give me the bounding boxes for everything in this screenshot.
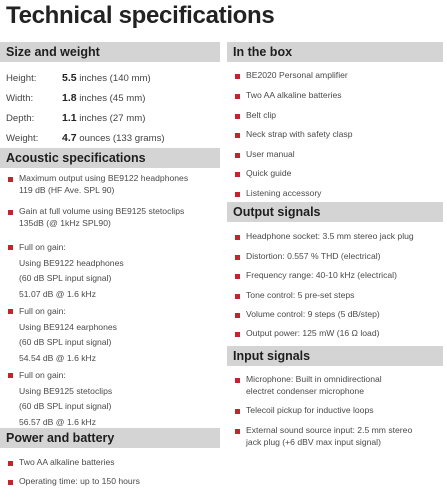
list-item-text: Two AA alkaline batteries	[19, 457, 115, 467]
list-item	[235, 231, 414, 243]
list-item-text: Frequency range: 40-10 kHz (electrical)	[246, 270, 397, 280]
bullet-marker	[235, 294, 240, 299]
acoustic-heading: Acoustic specifications	[0, 148, 220, 168]
list-item	[235, 290, 354, 302]
list-item-text: 135dB (@ 1kHz SPL90)	[19, 217, 111, 228]
in-box-section	[227, 42, 443, 62]
spec-row-height	[6, 72, 151, 84]
list-item	[235, 405, 374, 417]
bullet-marker	[8, 309, 13, 314]
bullet-marker	[235, 192, 240, 197]
bullet-marker	[235, 172, 240, 177]
power-heading: Power and battery	[0, 428, 220, 448]
list-item	[8, 173, 188, 196]
list-item	[235, 374, 382, 397]
list-item-text: Gain at full volume using BE9125 stetoclips	[19, 206, 185, 216]
bullet-marker	[235, 332, 240, 337]
list-item	[8, 457, 115, 469]
list-item-text: Neck strap with safety clasp	[246, 129, 353, 139]
list-item-text: Using BE9124 earphones	[19, 321, 117, 332]
list-item-text: Tone control: 5 pre-set steps	[246, 290, 355, 300]
list-item	[235, 309, 380, 321]
size-weight-section	[0, 42, 220, 62]
bullet-marker	[8, 373, 13, 378]
list-item-text: 54.54 dB @ 1.6 kHz	[19, 352, 97, 363]
list-item-text: Full on gain:	[19, 242, 66, 252]
acoustic-section	[0, 148, 220, 168]
bullet-marker	[235, 114, 240, 119]
bullet-marker	[8, 245, 13, 250]
list-item	[235, 425, 412, 448]
list-item-text: Using BE9125 stetoclips	[19, 385, 113, 396]
list-item-text: BE2020 Personal amplifier	[246, 70, 348, 80]
spec-label: Weight:	[6, 133, 39, 144]
bullet-marker	[235, 255, 240, 260]
list-item	[8, 240, 124, 302]
input-section	[227, 346, 443, 366]
list-item	[235, 328, 379, 340]
bullet-marker	[235, 429, 240, 434]
list-item-text: Operating time: up to 150 hours	[19, 476, 140, 486]
list-item	[8, 476, 140, 488]
power-section	[0, 428, 220, 448]
list-item-text: 56.57 dB @ 1.6 kHz	[19, 416, 97, 427]
list-item	[235, 168, 291, 180]
bullet-marker	[235, 74, 240, 79]
bullet-marker	[235, 313, 240, 318]
list-item	[235, 129, 353, 141]
size-weight-heading: Size and weight	[0, 42, 220, 62]
list-item	[235, 70, 348, 82]
output-section	[227, 202, 443, 222]
list-item-text: Listening accessory	[246, 188, 322, 198]
list-item	[8, 304, 117, 366]
list-item	[235, 251, 381, 263]
list-item-text: (60 dB SPL input signal)	[19, 273, 112, 284]
in-box-heading: In the box	[227, 42, 443, 62]
list-item-text: jack plug (+6 dBV max input signal)	[246, 436, 381, 447]
list-item-text: Microphone: Built in omnidirectional	[246, 374, 382, 384]
spec-label: Depth:	[6, 113, 35, 124]
spec-value: 1.1	[62, 112, 77, 124]
bullet-marker	[235, 235, 240, 240]
list-item-text: Full on gain:	[19, 306, 66, 316]
spec-unit: inches (140 mm)	[79, 73, 151, 84]
list-item-text: 51.07 dB @ 1.6 kHz	[19, 288, 97, 299]
list-item-text: 119 dB (HF Ave. SPL 90)	[19, 184, 115, 195]
spec-row-depth	[6, 112, 145, 124]
bullet-marker	[8, 480, 13, 485]
spec-unit: ounces (133 grams)	[79, 133, 165, 144]
list-item	[8, 206, 184, 229]
spec-value: 4.7	[62, 132, 77, 144]
spec-row-width	[6, 92, 145, 104]
bullet-marker	[235, 133, 240, 138]
list-item-text: Volume control: 9 steps (5 dB/step)	[246, 309, 380, 319]
list-item-text: User manual	[246, 149, 295, 159]
list-item	[235, 270, 397, 282]
list-item-text: Using BE9122 headphones	[19, 257, 124, 268]
output-heading: Output signals	[227, 202, 443, 222]
spec-unit: inches (27 mm)	[79, 113, 146, 124]
bullet-marker	[235, 153, 240, 158]
bullet-marker	[8, 461, 13, 466]
bullet-marker	[8, 177, 13, 182]
list-item	[8, 368, 112, 430]
list-item-text: (60 dB SPL input signal)	[19, 401, 112, 412]
spec-row-weight	[6, 132, 165, 144]
bullet-marker	[235, 409, 240, 414]
spec-value: 1.8	[62, 92, 77, 104]
spec-label: Height:	[6, 73, 37, 84]
list-item-text: Belt clip	[246, 110, 277, 120]
list-item-text: Telecoil pickup for inductive loops	[246, 405, 374, 415]
list-item	[235, 149, 295, 161]
list-item	[235, 90, 342, 102]
list-item-text: Output power: 125 mW (16 Ω load)	[246, 328, 380, 338]
list-item	[235, 188, 321, 200]
list-item	[235, 110, 276, 122]
list-item-text: Headphone socket: 3.5 mm stereo jack plug	[246, 231, 414, 241]
page-title: Technical specifications	[6, 2, 275, 29]
list-item-text: Distortion: 0.557 % THD (electrical)	[246, 251, 381, 261]
list-item-text: External sound source input: 2.5 mm stereo	[246, 425, 413, 435]
bullet-marker	[235, 94, 240, 99]
spec-label: Width:	[6, 93, 34, 104]
list-item-text: electret condenser microphone	[246, 385, 364, 396]
input-heading: Input signals	[227, 346, 443, 366]
list-item-text: Maximum output using BE9122 headphones	[19, 173, 189, 183]
list-item-text: Quick guide	[246, 168, 292, 178]
list-item-text: (60 dB SPL input signal)	[19, 337, 112, 348]
bullet-marker	[235, 378, 240, 383]
list-item-text: Full on gain:	[19, 370, 66, 380]
bullet-marker	[235, 274, 240, 279]
spec-unit: inches (45 mm)	[79, 93, 146, 104]
spec-value: 5.5	[62, 72, 77, 84]
bullet-marker	[8, 210, 13, 215]
list-item-text: Two AA alkaline batteries	[246, 90, 342, 100]
